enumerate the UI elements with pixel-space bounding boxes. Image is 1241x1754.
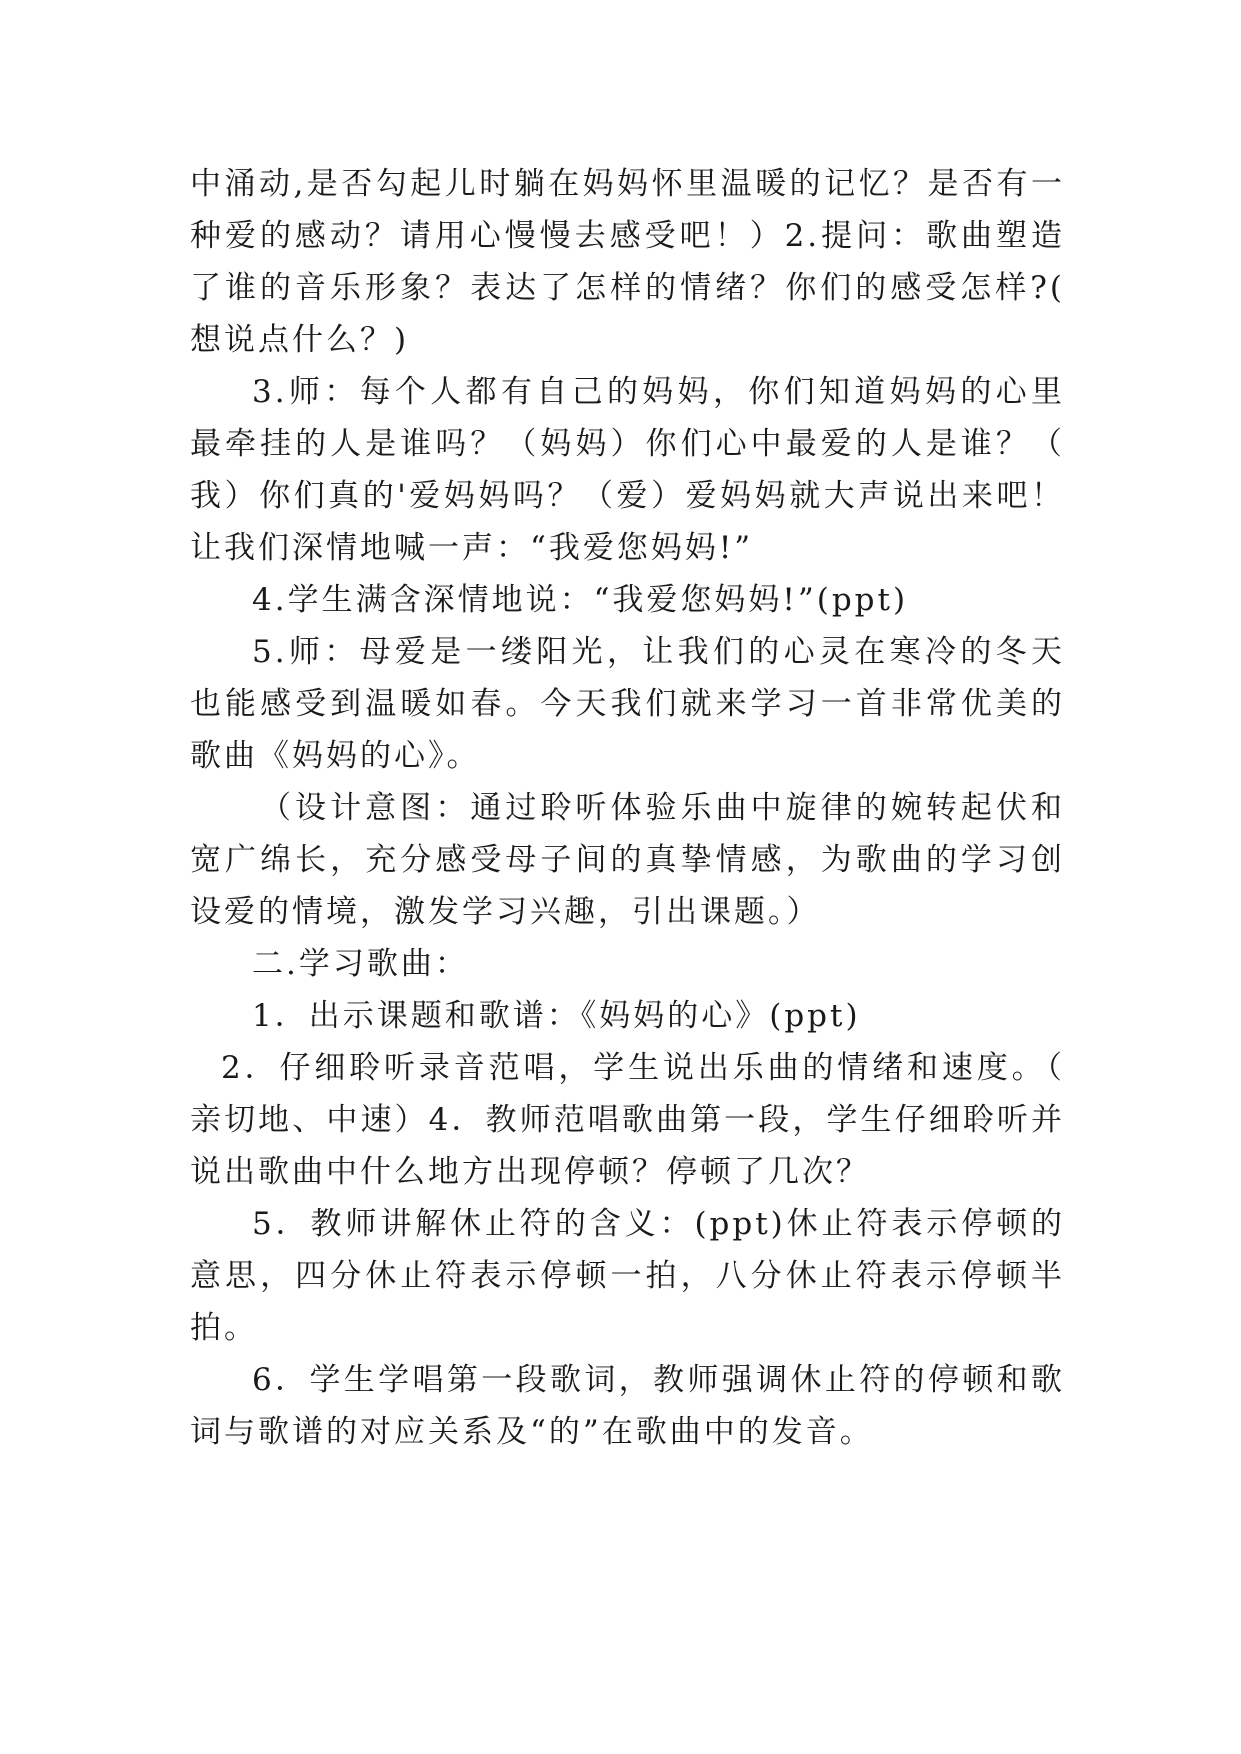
- paragraph-teacher-question: 3.师：每个人都有自己的妈妈，你们知道妈妈的心里最牵挂的人是谁吗？（妈妈）你们心中最爱的人是谁？（我）你们真的'爱妈妈吗？（爱）爱妈妈就大声说出来吧！让我们深情地喊一声：“我爱您妈妈!”: [190, 374, 1065, 566]
- section-heading-learn-song: 二.学习歌曲：: [252, 946, 469, 982]
- paragraph-continuation: 中涌动,是否勾起儿时躺在妈妈怀里温暖的记忆？是否有一种爱的感动？请用心慢慢去感受吧！）2.提问：歌曲塑造了谁的音乐形象？表达了怎样的情绪？你们的感受怎样?(想说点什么？): [190, 166, 1065, 358]
- list-item-step-2: 2．仔细聆听录音范唱，学生说出乐曲的情绪和速度。（亲切地、中速）4．教师范唱歌曲第一段，学生仔细聆听并说出歌曲中什么地方出现停顿？停顿了几次？: [190, 1050, 1065, 1190]
- list-item-step-5: 5．教师讲解休止符的含义：(ppt)休止符表示停顿的意思，四分休止符表示停顿一拍，八分休止符表示停顿半拍。: [190, 1206, 1065, 1346]
- document-body: [190, 158, 1065, 1458]
- list-item-step-6: 6．学生学唱第一段歌词，教师强调休止符的停顿和歌词与歌谱的对应关系及“的”在歌曲中的发音。: [190, 1362, 1065, 1450]
- list-item-step-1: 1．出示课题和歌谱：《妈妈的心》(ppt): [252, 998, 861, 1034]
- paragraph-design-intent: （设计意图：通过聆听体验乐曲中旋律的婉转起伏和宽广绵长，充分感受母子间的真挚情感，为歌曲的学习创设爱的情境，激发学习兴趣，引出课题。）: [190, 790, 1065, 930]
- paragraph-student-response: 4.学生满含深情地说：“我爱您妈妈!”(ppt): [252, 582, 909, 618]
- paragraph-teacher-intro: 5.师：母爱是一缕阳光，让我们的心灵在寒冷的冬天也能感受到温暖如春。今天我们就来学习一首非常优美的歌曲《妈妈的心》。: [190, 634, 1065, 774]
